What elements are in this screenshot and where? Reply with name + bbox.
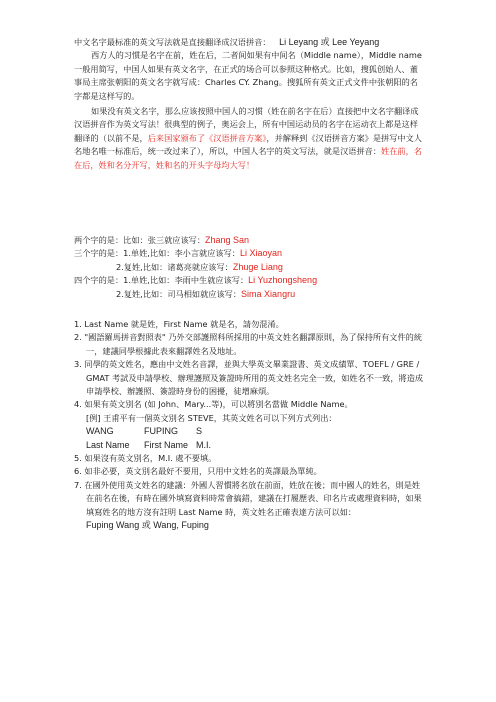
intro-para2-highlight-1: 后来国家颁布了《汉语拼音方案》 (147, 132, 267, 143)
name-table-cell: S (196, 426, 203, 437)
list-item: 1. Last Name 就是姓，First Name 就是名，請勿混淆。 (74, 319, 284, 329)
example-four-label: 四个字的是：1.单姓,比如：李雨中生就应该写： (74, 275, 249, 286)
example-four2-label: 2.复姓,比如：司马相如就应该写： (116, 288, 242, 299)
name-table-cell: WANG (86, 426, 114, 437)
list-item: 5. 如果沒有英文別名，M.I. 處不要填。 (74, 453, 217, 464)
name-table-row-2 (74, 439, 424, 452)
example-three-value: Li Xiaoyan (239, 248, 283, 259)
name-table-cell: Last Name (86, 439, 130, 450)
list-item: 7. 在國外使用英文姓名的建議：外國人習慣將名放在前面，姓放在後；而中國人的姓名，則是姓在前名在後，有時在國外填寫資料時常會搞錯，建議在打履歷表、印名片或處理資料時，如果填寫姓名的地方沒有註明 Last Name 時，英文姓名正確表達方法可以如： (74, 479, 422, 517)
intro-line1-example: Li Leyang 或 Lee Yeyang (279, 37, 380, 47)
intro-section (74, 36, 424, 172)
name-table-cell: FUPING (144, 426, 179, 437)
example-three-char-2 (74, 261, 424, 274)
intro-line1-text: 中文名字最标准的英文写法就是直接翻译成汉语拼音： (74, 37, 271, 47)
intro-para2-part-b: ，并解释到《汉语拼音方案》是拼写中文人名地名唯一标准后，统一改过来了），所以，中国人名字的英文写法，就是汉语拼音： (74, 132, 422, 157)
example-four-char-2 (74, 288, 424, 301)
example-two-char (74, 234, 424, 247)
examples-section (74, 234, 424, 301)
intro-line1 (74, 36, 424, 49)
intro-para2-highlight-2: 姓在前，名在后，姓和名分开写，姓和名的开头字母均大写！ (74, 146, 422, 170)
rules-list (74, 318, 424, 533)
list-item: 2. "國語羅馬拼音對照表" 乃外交部護照科所採用的中英文姓名翻譯原則，為了保持所有文件的統一，建議同學根據此表來翻譯姓名及地址。 (74, 332, 423, 356)
example-two-label: 两个字的是：比如：张三就应该写： (74, 235, 206, 245)
name-table-cell: M.I. (196, 439, 211, 450)
example-four2-value: Sima Xiangru (241, 288, 296, 299)
intro-para2-part-a: 如果没有英文名字，那么应该按照中国人的习惯（姓在前名字在后）直接把中文名字翻译成汉语拼音作为英文写法！很典型的例子，奥运会上，所有中国运动员的名字在运动衣上都是这样翻译的（以前不是， (74, 106, 419, 143)
example-four-char-1 (74, 274, 424, 287)
list-item: 3. 同學的英文姓名，應由中文姓名音譯，並與大學英文畢業證書、英文成績單、TOEFL / GRE / GMAT 考試及申請學校、辦理護照及簽證時所用的英文姓名完全一致，如姓名不一致，將造成申請學校、辦護照、簽證時身份的困擾，徒增麻煩。 (74, 359, 424, 397)
list-item-4-example: [例] 王甫平有一個英文別名 STEVE，其英文姓名可以下列方式列出： (86, 412, 337, 423)
list-item: 4. 如果有英文別名 (如 John、Mary...等)，可以將別名當做 Middle Name。 (74, 399, 353, 410)
name-table-cell: First Name (144, 439, 189, 450)
example-three2-label: 2.复姓,比如：诸葛亮就应该写： (116, 261, 233, 272)
intro-para2 (74, 105, 424, 172)
intro-para1: 西方人的习惯是名字在前，姓在后，二者间如果有中间名（Middle name），Middle name 一般用简写，中国人如果有英文名字，在正式的场合可以参照这种格式。比如，搜狐创始人、董事局主席张朝阳的英文名字就写成：Charles CY. Zhang。搜狐所有英文正式文件中张朝阳的名字都是这样写的。 (74, 50, 422, 101)
example-four-value: Li Yuzhongsheng (248, 275, 318, 286)
list-item-7-example: Fuping Wang 或 Wang, Fuping (86, 520, 209, 531)
example-three2-value: Zhuge Liang (232, 261, 283, 272)
example-three-label: 三个字的是：1.单姓,比如：李小言就应该写： (74, 248, 240, 259)
list-item: 6. 如非必要，英文別名最好不要用，只用中文姓名的英譯最為單純。 (74, 466, 322, 477)
example-three-char-1 (74, 247, 424, 260)
example-two-value: Zhang San (205, 235, 250, 245)
name-table-row-1 (74, 425, 424, 438)
